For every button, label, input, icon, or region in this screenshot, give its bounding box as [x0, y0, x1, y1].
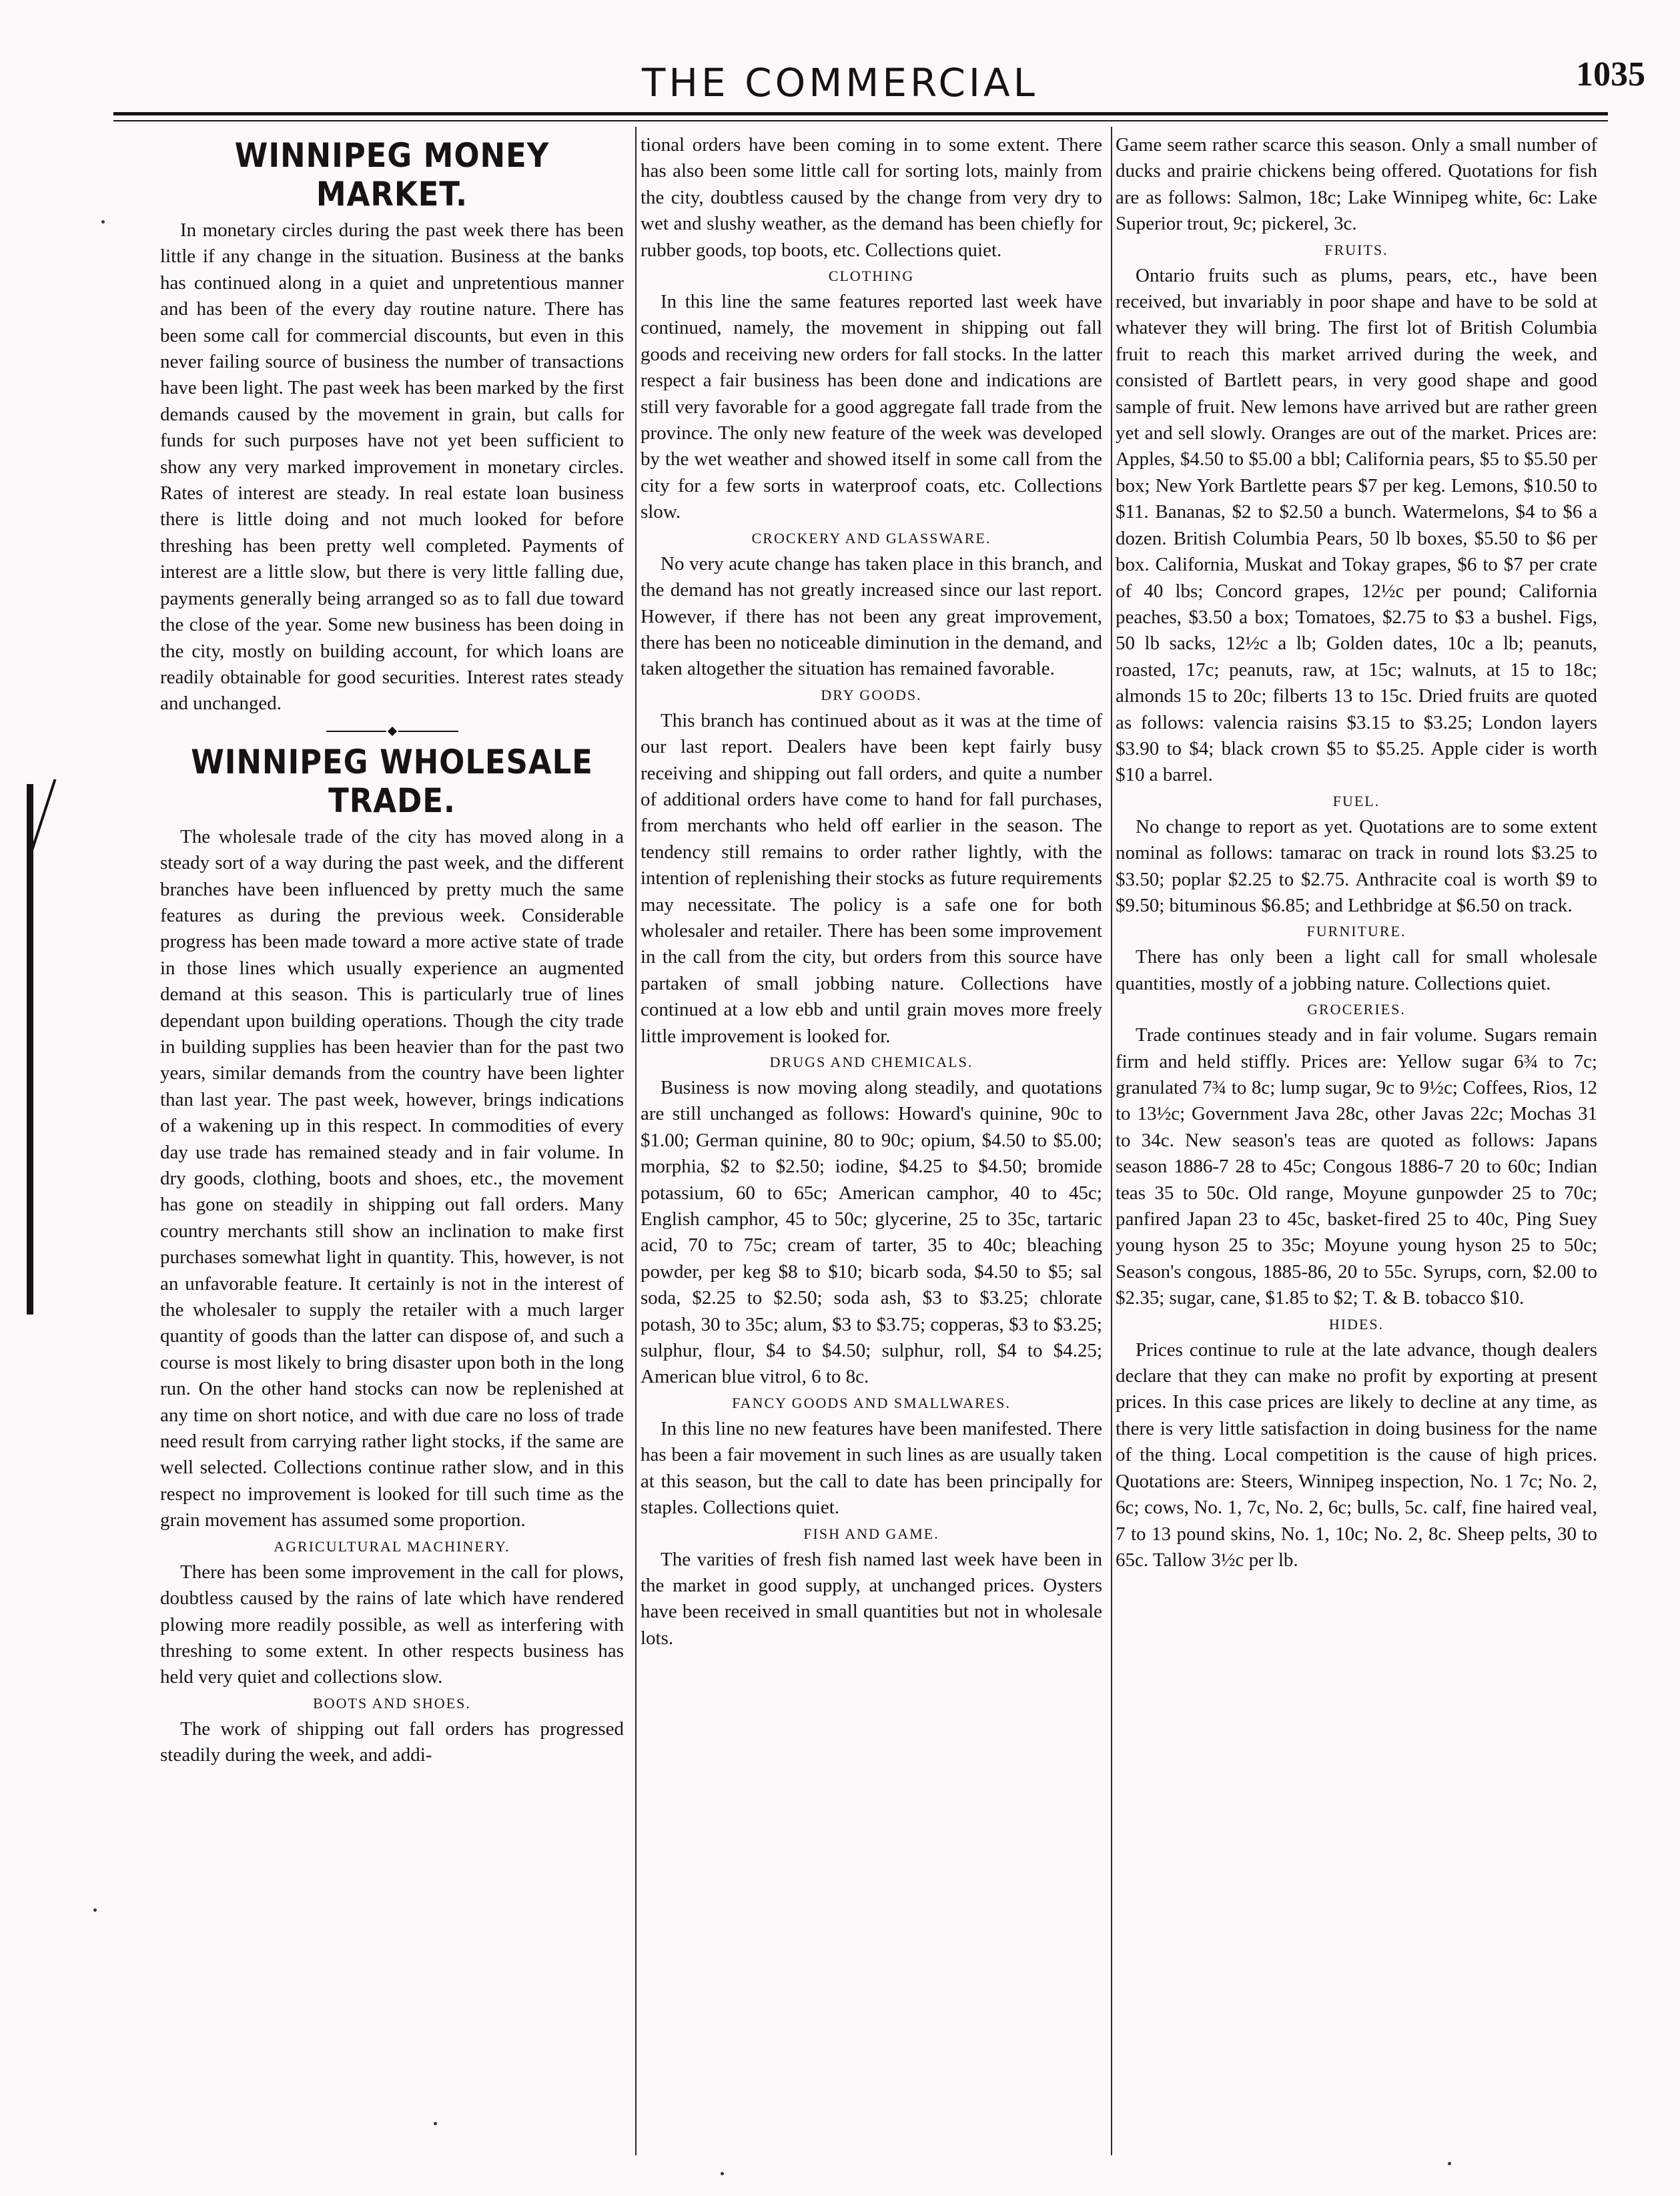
section-heading: HIDES.	[1328, 1315, 1384, 1333]
section-heading: FUEL.	[1332, 792, 1380, 809]
section-divider	[160, 721, 624, 739]
speck	[434, 2122, 437, 2125]
speck	[1448, 2162, 1451, 2165]
publication-title: THE COMMERCIAL	[641, 60, 1038, 105]
article-body: The wholesale trade of the city has moved along in a steady sort of a way during the past week, and the different branches have been influenced by pretty much the same features as during the previous week. Considerable progress has been made toward a more active state of trade in those lines which usually experience an augmented demand at this season. This is particularly true of lines dependant upon building operations. Though the city trade in building supplies has been heavier than for the past two years, similar demands from the country have been lighter than last year. The past week, however, brings indications of a wakening up in this respect. In commodities of every day use trade has remained steady and in fair volume. In dry goods, clothing, boots and shoes, etc., the movement has gone on steadily in shipping out fall orders. Many country merchants still show an inclination to make first purchases somewhat light in quantity. This, however, is not an unfavorable feature. It certainly is not in the interest of the wholesaler to supply the retailer with a much larger quantity of goods than the latter can dispose of, and such a course is most likely to bring disaster upon both in the long run. On the other hand stocks can now be replenished at any time on short notice, and with due care no loss of trade need result from carrying rather light stocks, if the same are well selected. Collections continue rather slow, and in this respect no improvement is looked for till such time as the grain movement has assumed some proportion.	[160, 825, 624, 1531]
article-body: Ontario fruits such as plums, pears, etc., have been received, but invariably in poor shape and have to be sold at whatever they will bring. The first lot of British Columbia fruit to reach this market arrived during the week, and consisted of Bartlett pears, in very good shape and good sample of fruit. New lemons have arrived but are rather green yet and sell slowly. Oranges are out of the market. Prices are: Apples, $4.50 to $5.00 a bbl; California pears, $5 to $5.50 per box; New York Bartlette pears $7 per keg. Lemons, $10.50 to $11. Bananas, $2 to $2.50 a bunch. Watermelons, $4 to $6 a dozen. British Columbia Pears, 50 lb boxes, $5.50 to $6 per box. California, Muskat and Tokay grapes, $6 to $7 per crate of 40 lbs; Concord grapes, 12½c per pound; California peaches, $3.50 a box; Tomatoes, $2.75 to $3 a bushel. Figs, 50 lb sacks, 12½c a lb; Golden dates, 10c a lb; peanuts, roasted, 17c; peanuts, raw, at 15c; walnuts, at 15 to 18c; almonds 15 to 20c; filberts 13 to 15c. Dried fruits are quoted as follows: valencia raisins $3.15 to $3.25; London layers $3.90 to $4; black crown $5 to $5.25. Apple cider is worth $10 a barrel.	[1116, 264, 1597, 786]
article-body: There has been some improvement in the call for plows, doubtless caused by the rains of late which have rendered plowing more readily possible, as well as interfering with threshing to some extent. In other respects business has held very quiet and collections slow.	[160, 1561, 624, 1688]
section-heading: CLOTHING	[828, 268, 915, 285]
headline-money-market: WINNIPEG MONEY MARKET.	[234, 136, 550, 214]
article-body: tional orders have been coming in to some extent. There has also been some little call for sorting lots, mainly from the city, doubtless caused by the change from very dry to wet and slushy weather, as the demand has been chiefly for rubber goods, top boots, etc. Collections quiet.	[641, 134, 1102, 261]
article-body: Trade continues steady and in fair volume. Sugars remain firm and held stiffly. Prices are: Yellow sugar 6¾ to 7c; granulated 7¾ to 8c; lump sugar, 9c to 9½c; Coffees, Rios, 12 to 13½c; Government Java 28c, other Javas 22c; Mochas 31 to 34c. New season's teas are quoted as follows: Japans season 1886-7 28 to 45c; Congous 1886-7 20 to 60c; Indian teas 35 to 50c. Old range, Moyune gunpowder 25 to 70c; panfired Japan 23 to 45c, basket-fired 25 to 40c, Ping Suey young hyson 25 to 35c; Moyune young hyson 25 to 50c; Season's congous, 1885-86, 20 to 55c. Syrups, corn, $2.00 to $2.35; sugar, cane, $1.85 to $2; T. & B. tobacco $10.	[1116, 1024, 1597, 1309]
header-rule-thin	[113, 120, 1608, 121]
article-body: No very acute change has taken place in this branch, and the demand has not greatly increased since our last report. However, if there has not been any great improvement, there has been no noticeable diminution in the demand, and taken altogether the situation has remained favorable.	[641, 553, 1102, 680]
column-divider-1	[635, 127, 637, 2155]
speck	[93, 1908, 97, 1912]
article-body: In this line the same features reported last week have continued, namely, the movement in shipping out fall goods and receiving new orders for fall stocks. In the latter respect a fair business has been done and indications are still very favorable for a good aggregate fall trade from the province. The only new feature of the week was developed by the wet weather and showed itself in some call from the city for a few sorts in waterproof coats, etc. Collections slow.	[641, 291, 1102, 523]
headline-wholesale-trade: WINNIPEG WHOLESALE TRADE.	[191, 742, 593, 820]
article-body: In this line no new features have been manifested. There has been a fair movement in such lines as are usually taken at this season, but the call to date has been principally for staples. Collections quiet.	[641, 1417, 1102, 1519]
masthead	[0, 40, 1680, 113]
section-heading: CROCKERY AND GLASSWARE.	[751, 529, 991, 546]
article-body: Business is now moving along steadily, and quotations are still unchanged as follows: Howard's quinine, 90c to $1.00; German quinine, 80 to 90c; opium, $4.50 to $5.00; morphia, $2 to $2.50; iodine, $4.25 to $4.50; bromide potassium, 60 to 65c; American camphor, 40 to 45c; English camphor, 45 to 50c; glycerine, 25 to 35c, tartaric acid, 70 to 75c; cream of tarter, 35 to 40c; bleaching powder, per keg $8 to $10; bicarb soda, $4.50 to $5; sal soda, $2.25 to $2.50; soda ash, $3 to $3.25; chlorate potash, 30 to 35c; alum, $3 to $3.75; copperas, $3 to $3.25; sulphur, flour, $4 to $4.50; sulphur, roll, $4 to $4.25; American blue vitrol, 6 to 8c.	[641, 1077, 1102, 1388]
column-divider-2	[1111, 127, 1112, 2155]
article-body: In monetary circles during the past week there has been little if any change in the situation. Business at the banks has continued along in a quiet and unpretentious manner and has been of the every day routine nature. There has been some call for commercial discounts, but even in this never failing source of business the number of transactions have been light. The past week has been marked by the first demands caused by the movement in grain, but calls for funds for such purposes have not yet been sufficient to show any very marked improvement in monetary circles. Rates of interest are steady. In real estate loan business there is little doing and not much looked for before threshing has been pretty well completed. Payments of interest are a little slow, but there is very little falling due, payments generally being arranged so as to fall due toward the close of the year. Some new business has been doing in the city, mostly on building account, for which loans are readily obtainable for good securities. Interest rates steady and unchanged.	[160, 220, 624, 715]
section-heading: FURNITURE.	[1306, 923, 1406, 940]
header-rule-thick	[113, 112, 1608, 115]
speck	[101, 220, 105, 224]
section-heading: DRUGS AND CHEMICALS.	[769, 1054, 973, 1070]
section-heading: DRY GOODS.	[821, 686, 922, 703]
article-body: This branch has continued about as it was at the time of our last report. Dealers have been kept fairly busy receiving and shipping out fall orders, and quite a number of additional orders have come to hand for fall purchases, from merchants who held off earlier in the season. The tendency still remains to order rather lightly, with the intention of replenishing their stocks as future requirements may necessitate. The policy is a safe one for both wholesaler and retailer. There has been some improvement in the call from the city, but orders from this source have partaken of small jobbing nature. Collections have continued at a low ebb and until grain moves more freely little improvement is looked for.	[641, 709, 1102, 1047]
column-3	[1116, 132, 1597, 1573]
article-body: Prices continue to rule at the late advance, though dealers declare that they can make no profit by exporting at present prices. In this case prices are likely to decline at any time, as there is very little satisfaction in doing business for the name of the thing. Local competition is the cause of high prices. Quotations are: Steers, Winnipeg inspection, No. 1 7c; No. 2, 6c; cows, No. 1, 7c, No. 2, 6c; bulls, 5c. calf, fine haired veal, 7 to 13 pound skins, No. 1, 10c; No. 2, 8c. Sheep pelts, 30 to 65c. Tallow 3½c per lb.	[1116, 1339, 1597, 1571]
section-heading: GROCERIES.	[1307, 1001, 1406, 1018]
section-heading: FRUITS.	[1324, 241, 1388, 258]
article-body: The work of shipping out fall orders has progressed steadily during the week, and addi-	[160, 1718, 624, 1766]
speck	[721, 2172, 724, 2175]
article-body: Game seem rather scarce this season. Only a small number of ducks and prairie chickens being offered. Quotations for fish are as follows: Salmon, 18c; Lake Winnipeg white, 6c: Lake Superior trout, 9c; pickerel, 3c.	[1116, 134, 1597, 235]
column-2	[641, 132, 1102, 1652]
section-heading: AGRICULTURAL MACHINERY.	[274, 1537, 510, 1555]
article-body: There has only been a light call for small wholesale quantities, mostly of a jobbing nature. Collections quiet.	[1116, 946, 1597, 994]
section-heading: BOOTS AND SHOES.	[313, 1694, 471, 1712]
article-body: The varities of fresh fish named last week have been in the market in good supply, at unchanged prices. Oysters have been received in small quantities but not in wholesale lots.	[641, 1548, 1102, 1649]
section-heading: FISH AND GAME.	[803, 1525, 939, 1542]
section-heading: FANCY GOODS AND SMALLWARES.	[732, 1394, 1011, 1411]
article-body: No change to report as yet. Quotations are to some extent nominal as follows: tamarac on track in round lots $3.25 to $3.50; poplar $2.25 to $2.75. Anthracite coal is worth $9 to $9.50; bituminous $6.85; and Lethbridge at $6.50 on track.	[1116, 815, 1597, 916]
page-number: 1035	[1576, 55, 1645, 93]
column-1	[160, 132, 624, 1769]
margin-mark-bar	[27, 784, 33, 1315]
